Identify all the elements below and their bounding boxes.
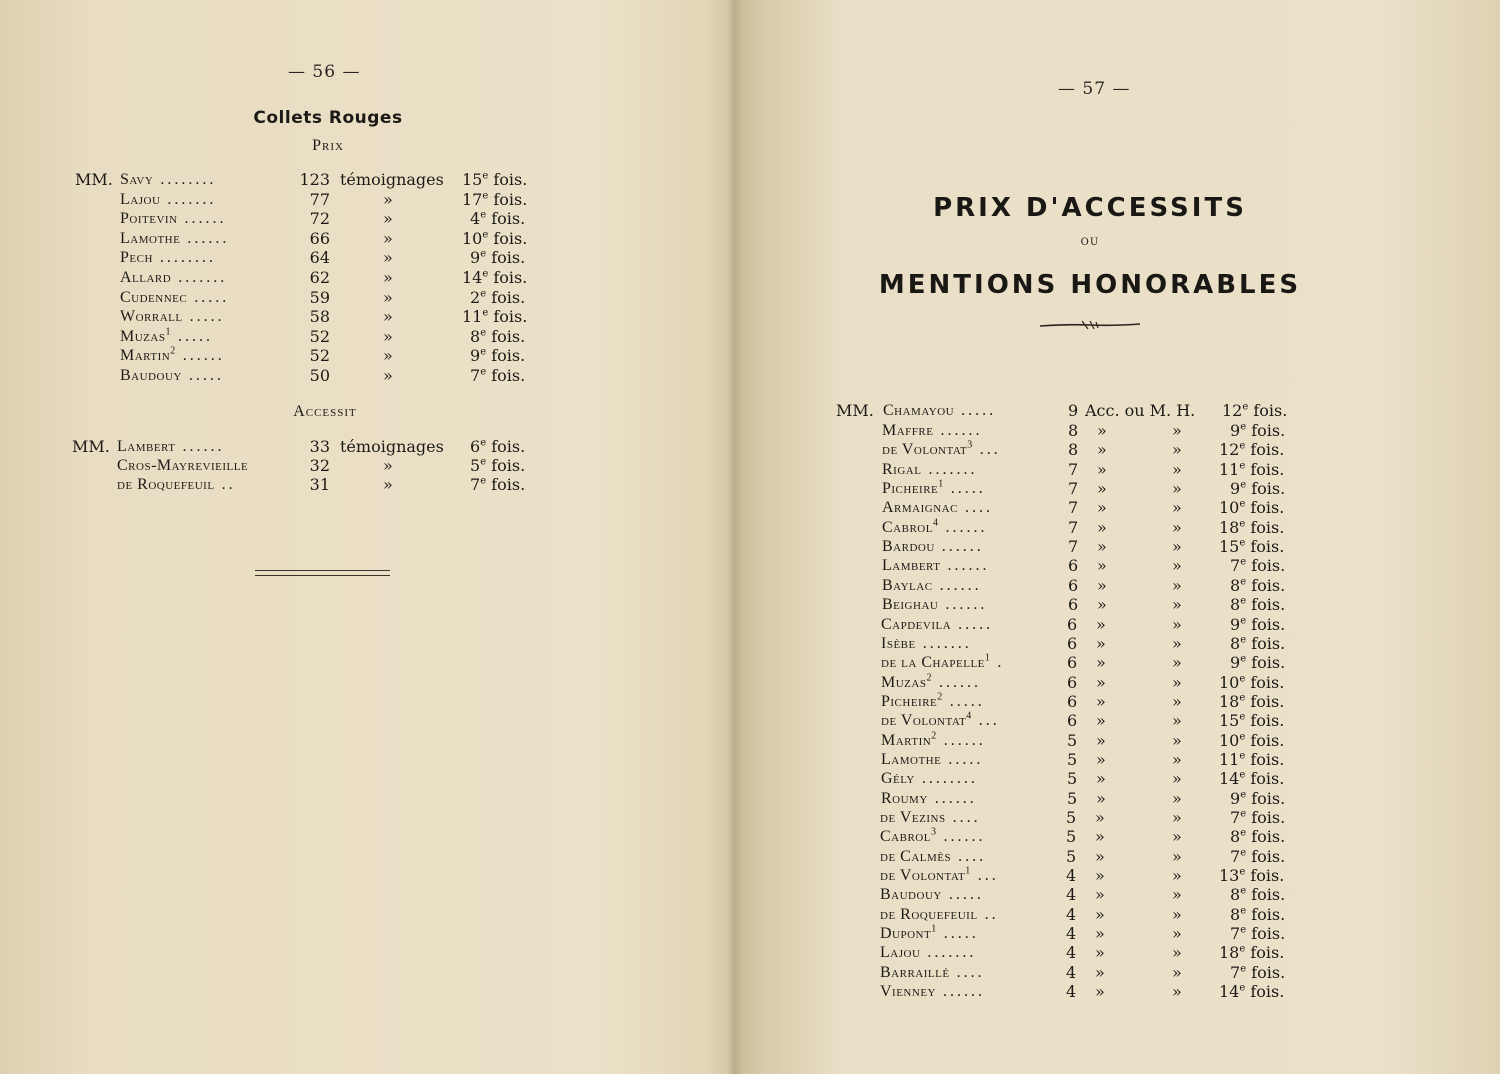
- accessits-count: 7: [1068, 537, 1079, 557]
- accessits-row: [0, 421, 1500, 440]
- accessits-name: Rigal .......: [882, 460, 978, 478]
- accessits-ditto-2: »: [1172, 440, 1182, 460]
- accessit-unit: »: [383, 475, 393, 495]
- accessits-name: Maffre ......: [882, 422, 983, 439]
- accessits-fois: 12e fois.: [1219, 440, 1285, 460]
- accessits-count: 6: [1067, 633, 1078, 653]
- accessit-unit: »: [383, 456, 393, 476]
- accessits-fois: 11e fois.: [1219, 459, 1285, 479]
- prix-name: Lamothe ......: [120, 229, 230, 247]
- accessits-ditto-2: »: [1172, 498, 1182, 518]
- accessits-count: 5: [1066, 808, 1077, 827]
- prix-fois: 10e fois.: [462, 228, 528, 248]
- accessits-row: [0, 440, 1500, 459]
- accessits-ditto-2: »: [1172, 866, 1182, 886]
- accessits-ditto-2: »: [1172, 943, 1182, 963]
- accessits-ditto-1: »: [1096, 633, 1106, 653]
- prix-row: [0, 229, 560, 248]
- accessits-fois: 9e fois.: [1230, 614, 1286, 634]
- accessits-count: 7: [1068, 517, 1079, 537]
- accessits-name: Capdevila .....: [881, 615, 994, 633]
- accessits-ditto-1: »: [1095, 904, 1105, 924]
- accessits-name: Baylac ......: [882, 576, 982, 594]
- accessits-name: Picheire$^1$ .....: [882, 478, 986, 498]
- accessits-name: Cabrol$^4$ ......: [882, 517, 988, 536]
- accessits-count: 5: [1066, 846, 1077, 866]
- accessits-fois: 18e fois.: [1219, 517, 1285, 537]
- accessits-ditto-1: »: [1096, 711, 1106, 731]
- accessits-ditto-2: »: [1172, 421, 1182, 440]
- accessits-ditto-2: »: [1172, 711, 1182, 731]
- prix-count: 52: [309, 346, 330, 366]
- accessits-row: [0, 731, 1500, 750]
- accessits-count: 4: [1066, 904, 1077, 924]
- prix-unit: »: [383, 228, 393, 248]
- accessits-ditto-2: »: [1172, 459, 1182, 479]
- prix-name: Savy ........: [120, 171, 217, 188]
- accessits-name: Lajou .......: [880, 944, 977, 962]
- accessits-count: 8: [1068, 440, 1079, 460]
- accessits-ditto-2: »: [1172, 808, 1182, 827]
- accessits-count: 5: [1067, 788, 1078, 808]
- accessits-ditto-1: »: [1095, 962, 1105, 982]
- accessits-first-row: [0, 401, 1500, 420]
- accessits-count: 4: [1066, 962, 1077, 982]
- prix-count: 66: [309, 228, 330, 248]
- prix-fois: 15e fois.: [462, 170, 528, 189]
- accessits-count: 4: [1066, 866, 1077, 886]
- accessits-name: de Roquefeuil ..: [880, 905, 999, 923]
- prix-unit: »: [383, 209, 393, 229]
- accessits-count: 6: [1067, 614, 1078, 634]
- accessits-fois: 9e fois.: [1230, 421, 1286, 440]
- prix-row: [0, 170, 560, 189]
- accessit-fois: 6e fois.: [470, 437, 526, 456]
- collets-rouges-heading: Collets Rouges: [253, 108, 403, 128]
- prix-name: Allard .......: [120, 269, 228, 286]
- prix-row: [0, 268, 560, 287]
- accessits-ditto-1: »: [1097, 421, 1107, 440]
- accessits-ditto-1: »: [1096, 730, 1106, 750]
- accessits-ditto-1: »: [1096, 788, 1106, 808]
- accessits-count: 6: [1067, 711, 1078, 731]
- accessits-ditto-1: »: [1096, 614, 1106, 634]
- accessits-count: 6: [1068, 595, 1079, 615]
- accessits-fois: 7e fois.: [1230, 962, 1286, 982]
- prix-fois: 9e fois.: [470, 248, 526, 268]
- accessits-fois: 9e fois.: [1230, 479, 1286, 499]
- left-page-number: — 56 —: [288, 62, 361, 82]
- accessits-ditto-1: »: [1097, 517, 1107, 537]
- accessits-ditto-1: »: [1096, 769, 1106, 789]
- prix-row: [0, 248, 560, 267]
- prix-name: Poitevin ......: [120, 210, 227, 228]
- accessits-fois: 18e fois.: [1219, 691, 1285, 711]
- accessits-ditto-1: »: [1097, 459, 1107, 479]
- accessits-ditto-2: »: [1172, 769, 1182, 789]
- prix-fois: 8e fois.: [470, 326, 526, 346]
- accessits-ditto-1: »: [1095, 866, 1105, 886]
- prix-unit: témoignages: [340, 170, 444, 189]
- accessits-row: [0, 692, 1500, 711]
- accessits-row: [0, 750, 1500, 769]
- prix-row: [0, 366, 560, 385]
- prix-fois: 9e fois.: [470, 346, 526, 366]
- accessits-name: Beighau ......: [882, 596, 988, 614]
- accessits-name: Vienney ......: [880, 983, 985, 1001]
- accessits-count: 7: [1068, 498, 1079, 518]
- accessits-row: [0, 615, 1500, 634]
- accessits-ditto-2: »: [1172, 614, 1182, 634]
- prix-count: 77: [309, 189, 330, 209]
- accessits-count: 9: [1068, 401, 1079, 420]
- accessits-count: 7: [1068, 459, 1079, 479]
- prix-fois: 17e fois.: [462, 189, 528, 209]
- accessits-count: 4: [1066, 924, 1077, 944]
- accessits-fois: 7e fois.: [1230, 808, 1286, 827]
- accessits-row: [0, 556, 1500, 575]
- accessits-row: [0, 982, 1500, 1001]
- accessits-name: de Vezins ....: [880, 809, 981, 826]
- prix-name: Cudennec .....: [120, 288, 230, 306]
- accessits-ditto-1: »: [1096, 653, 1106, 673]
- accessits-row: [0, 537, 1500, 556]
- accessits-ditto-2: »: [1172, 691, 1182, 711]
- accessits-ditto-2: »: [1172, 962, 1182, 982]
- prix-row: [0, 288, 560, 307]
- accessits-ditto-1: »: [1096, 749, 1106, 769]
- accessit-name: Lambert ......: [117, 438, 225, 455]
- accessits-count: 6: [1068, 556, 1079, 576]
- accessits-name: de Volontat$^1$ ...: [880, 865, 999, 885]
- accessit-name: Cros-Mayrevieille: [117, 457, 249, 475]
- accessits-fois: 10e fois.: [1219, 730, 1285, 750]
- accessits-name: Roumy ......: [881, 789, 977, 807]
- accessits-ditto-2: »: [1172, 982, 1182, 1002]
- right-page-number: — 57 —: [1058, 79, 1131, 99]
- accessits-count: 8: [1068, 421, 1079, 440]
- accessits-fois: 7e fois.: [1230, 924, 1286, 944]
- ornament-divider: [1038, 318, 1142, 332]
- prix-fois: 2e fois.: [470, 287, 526, 307]
- accessits-ditto-1: »: [1097, 498, 1107, 518]
- prix-count: 52: [309, 326, 330, 346]
- prix-count: 58: [309, 307, 330, 327]
- accessits-count: 4: [1066, 982, 1077, 1002]
- prix-unit: »: [383, 287, 393, 307]
- prix-unit: »: [383, 248, 393, 268]
- prix-accessits-title: PRIX D'ACCESSITS: [933, 193, 1247, 223]
- accessits-mm-prefix: MM.: [836, 401, 874, 420]
- accessits-name: Armaignac ....: [882, 499, 993, 517]
- accessit-count: 31: [309, 475, 330, 495]
- prix-unit: »: [383, 366, 393, 385]
- accessits-row: [0, 866, 1500, 885]
- accessits-name: de la Chapelle$^1$ .: [881, 652, 1005, 672]
- prix-row: [0, 190, 560, 209]
- prix-name: Worrall .....: [120, 308, 225, 326]
- accessits-name: Picheire$^2$ .....: [881, 691, 985, 710]
- accessits-fois: 8e fois.: [1230, 827, 1286, 847]
- prix-name: Martin$^2$ ......: [120, 346, 225, 365]
- accessits-count: 7: [1068, 479, 1079, 499]
- mentions-honorables-title: MENTIONS HONORABLES: [878, 270, 1302, 300]
- accessits-ditto-1: »: [1095, 846, 1105, 866]
- accessits-fois: 8e fois.: [1230, 595, 1286, 615]
- prix-fois: 11e fois.: [462, 307, 528, 327]
- accessits-fois: 15e fois.: [1219, 711, 1285, 731]
- accessits-count: 5: [1067, 730, 1078, 750]
- accessits-count: 5: [1067, 749, 1078, 769]
- accessits-fois: 8e fois.: [1230, 575, 1286, 595]
- accessits-row: [0, 789, 1500, 808]
- accessits-ditto-1: »: [1097, 556, 1107, 576]
- accessit-fois: 5e fois.: [470, 456, 526, 476]
- prix-unit: »: [383, 307, 393, 327]
- prix-fois: 4e fois.: [470, 209, 526, 229]
- prix-unit: »: [383, 326, 393, 346]
- prix-mm-prefix: MM.: [75, 170, 113, 189]
- accessits-name: Lambert ......: [882, 557, 990, 575]
- accessits-name: de Volontat$^4$ ...: [881, 710, 1000, 730]
- accessits-fois: 8e fois.: [1230, 904, 1286, 924]
- accessits-count: 4: [1066, 885, 1077, 905]
- ou-connector: ou: [1080, 233, 1100, 249]
- accessits-ditto-1: »: [1095, 808, 1105, 827]
- accessits-name: Martin$^2$ ......: [881, 730, 986, 749]
- prix-unit: »: [383, 346, 393, 366]
- prix-count: 59: [309, 287, 330, 307]
- accessits-count: 6: [1067, 691, 1078, 711]
- accessits-row: [0, 711, 1500, 730]
- accessits-ditto-1: »: [1097, 479, 1107, 499]
- accessits-row: [0, 769, 1500, 788]
- accessits-ditto-2: »: [1172, 788, 1182, 808]
- accessits-fois: 8e fois.: [1230, 633, 1286, 653]
- accessits-fois: 10e fois.: [1219, 672, 1285, 692]
- accessits-fois: 14e fois.: [1219, 769, 1285, 789]
- prix-unit: »: [383, 189, 393, 209]
- accessits-row: [0, 808, 1500, 827]
- accessits-fois: 13e fois.: [1219, 866, 1285, 886]
- accessits-ditto-2: »: [1172, 517, 1182, 537]
- accessits-row: [0, 653, 1500, 672]
- prix-fois: 14e fois.: [462, 268, 528, 287]
- accessits-fois: 9e fois.: [1230, 788, 1286, 808]
- accessits-name: Gély ........: [881, 770, 978, 788]
- prix-heading: Prix: [312, 137, 344, 154]
- accessits-name: Chamayou .....: [883, 402, 997, 419]
- accessits-ditto-2: »: [1172, 846, 1182, 866]
- accessits-ditto-2: »: [1172, 749, 1182, 769]
- accessit-mm-prefix: MM.: [72, 437, 110, 456]
- accessits-name: Barraillé ....: [880, 963, 985, 981]
- prix-row: [0, 307, 560, 326]
- prix-name: Pech ........: [120, 249, 216, 267]
- accessits-row: [0, 827, 1500, 846]
- accessits-ditto-2: »: [1172, 924, 1182, 944]
- accessits-ditto-1: »: [1097, 537, 1107, 557]
- accessits-name: de Calmès ....: [880, 847, 987, 865]
- accessits-ditto-1: »: [1097, 575, 1107, 595]
- accessits-row: [0, 924, 1500, 943]
- prix-count: 123: [299, 170, 330, 189]
- accessits-ditto-2: »: [1172, 672, 1182, 692]
- accessits-fois: 9e fois.: [1230, 653, 1286, 673]
- accessits-ditto-1: »: [1095, 924, 1105, 944]
- accessits-fois: 15e fois.: [1219, 537, 1285, 557]
- prix-count: 64: [309, 248, 330, 268]
- accessits-ditto-2: »: [1172, 730, 1182, 750]
- accessit-fois: 7e fois.: [470, 475, 526, 495]
- accessits-row: [0, 885, 1500, 904]
- accessits-count: 4: [1066, 943, 1077, 963]
- prix-name: Baudouy .....: [120, 367, 224, 384]
- accessits-row: [0, 963, 1500, 982]
- accessits-row: [0, 498, 1500, 517]
- accessits-row: [0, 518, 1500, 537]
- accessits-row: [0, 479, 1500, 498]
- prix-fois: 7e fois.: [470, 366, 526, 385]
- accessits-fois: 14e fois.: [1219, 982, 1285, 1002]
- prix-count: 72: [309, 209, 330, 229]
- accessits-ditto-2: »: [1172, 537, 1182, 557]
- accessits-ditto-1: »: [1095, 982, 1105, 1002]
- accessits-row: [0, 673, 1500, 692]
- accessits-name: Cabrol$^3$ ......: [880, 827, 986, 846]
- accessits-name: Lamothe .....: [881, 750, 984, 768]
- prix-row: [0, 209, 560, 228]
- accessits-ditto-1: »: [1095, 885, 1105, 905]
- accessits-unit: Acc. ou M. H.: [1085, 401, 1196, 420]
- accessits-ditto-2: »: [1172, 556, 1182, 576]
- accessits-fois: 18e fois.: [1219, 943, 1285, 963]
- accessits-name: Baudouy .....: [880, 886, 984, 904]
- accessits-fois: 11e fois.: [1219, 749, 1285, 769]
- accessits-ditto-2: »: [1172, 653, 1182, 673]
- accessits-ditto-2: »: [1172, 479, 1182, 499]
- accessit-heading: Accessit: [293, 403, 357, 420]
- accessits-row: [0, 460, 1500, 479]
- accessits-count: 5: [1066, 827, 1077, 847]
- accessits-fois: 7e fois.: [1230, 556, 1286, 576]
- accessits-row: [0, 634, 1500, 653]
- accessits-ditto-2: »: [1172, 885, 1182, 905]
- accessit-name: de Roquefeuil ..: [117, 476, 236, 494]
- accessits-row: [0, 943, 1500, 962]
- accessits-ditto-2: »: [1172, 575, 1182, 595]
- accessits-row: [0, 595, 1500, 614]
- accessits-count: 5: [1067, 769, 1078, 789]
- accessits-count: 6: [1067, 672, 1078, 692]
- accessits-ditto-1: »: [1097, 595, 1107, 615]
- accessits-fois: 7e fois.: [1230, 846, 1286, 866]
- accessits-row: [0, 905, 1500, 924]
- accessits-count: 6: [1067, 653, 1078, 673]
- accessits-ditto-1: »: [1095, 827, 1105, 847]
- accessits-name: Isèbe .......: [881, 634, 972, 652]
- accessit-count: 32: [309, 456, 330, 476]
- accessits-row: [0, 576, 1500, 595]
- accessits-ditto-1: »: [1097, 440, 1107, 460]
- accessits-row: [0, 847, 1500, 866]
- accessits-fois: 12e fois.: [1222, 401, 1288, 420]
- prix-count: 62: [309, 268, 330, 287]
- accessits-count: 6: [1068, 575, 1079, 595]
- accessit-unit: témoignages: [340, 437, 444, 456]
- prix-name: Muzas$^1$ .....: [120, 326, 213, 345]
- accessits-name: de Volontat$^3$ ...: [882, 440, 1001, 459]
- accessits-ditto-2: »: [1172, 827, 1182, 847]
- accessits-ditto-1: »: [1095, 943, 1105, 963]
- accessits-name: Muzas$^2$ ......: [881, 672, 981, 691]
- accessits-fois: 10e fois.: [1219, 498, 1285, 518]
- accessits-ditto-2: »: [1172, 595, 1182, 615]
- accessit-count: 33: [309, 437, 330, 456]
- prix-row: [0, 346, 560, 365]
- accessits-ditto-1: »: [1096, 672, 1106, 692]
- prix-row: [0, 327, 560, 346]
- prix-name: Lajou .......: [120, 190, 217, 208]
- accessits-fois: 8e fois.: [1230, 885, 1286, 905]
- accessits-ditto-2: »: [1172, 904, 1182, 924]
- prix-count: 50: [309, 366, 330, 385]
- accessits-name: Dupont$^1$ .....: [880, 923, 979, 943]
- accessits-ditto-2: »: [1172, 633, 1182, 653]
- prix-unit: »: [383, 268, 393, 287]
- accessits-ditto-1: »: [1096, 691, 1106, 711]
- accessits-name: Bardou ......: [882, 538, 984, 556]
